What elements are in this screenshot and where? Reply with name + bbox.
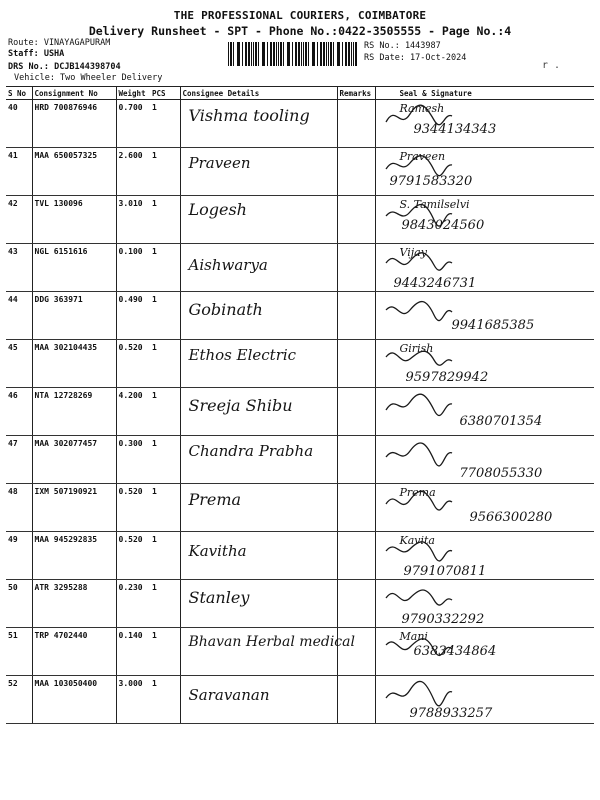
cell-sno: 44	[6, 292, 32, 340]
cell-sno: 52	[6, 676, 32, 724]
table-row	[6, 436, 594, 484]
cell-pcs: 1	[150, 148, 180, 196]
cell-signature	[375, 292, 594, 340]
signature-name: Kavita	[399, 534, 435, 547]
cell-sno: 48	[6, 484, 32, 532]
signature-phone: 6383434864	[413, 644, 497, 659]
rs-number: RS No.: 1443987	[364, 41, 441, 51]
table-row	[6, 340, 594, 388]
cell-remarks	[337, 388, 375, 436]
cell-sno: 40	[6, 100, 32, 148]
signature-phone: 9566300280	[469, 510, 553, 525]
cell-pcs: 1	[150, 436, 180, 484]
consignee-handwriting: Bhavan Herbal medical	[188, 634, 355, 650]
signature-block	[382, 630, 582, 674]
cell-weight: 0.490	[116, 292, 150, 340]
cell-remarks	[337, 196, 375, 244]
cell-pcs: 1	[150, 100, 180, 148]
cell-consignment-no: IXM 507190921	[32, 484, 116, 532]
cell-weight: 0.300	[116, 436, 150, 484]
rs-date: RS Date: 17-Oct-2024	[364, 53, 467, 63]
col-consignment-header: Consignment No	[32, 87, 116, 100]
runsheet-table	[6, 86, 594, 724]
cell-consignee	[180, 628, 355, 676]
signature-name: Praveen	[399, 150, 446, 163]
cell-signature	[375, 148, 594, 196]
signature-phone: 9443246731	[393, 276, 477, 291]
cell-remarks	[337, 292, 375, 340]
cell-pcs: 1	[150, 244, 180, 292]
cell-sno: 45	[6, 340, 32, 388]
route-label: Route: VINAYAGAPURAM	[8, 38, 111, 48]
cell-pcs: 1	[150, 292, 180, 340]
signature-block	[382, 534, 582, 578]
cell-consignee	[180, 676, 337, 724]
table-row	[6, 196, 594, 244]
signature-name: Vijay	[399, 246, 427, 259]
cell-consignee	[180, 292, 337, 340]
signature-phone: 9791583320	[389, 174, 473, 189]
consignee-handwriting: Logesh	[188, 200, 247, 219]
cell-signature	[375, 388, 594, 436]
signature-name: Prema	[399, 486, 436, 499]
cell-consignment-no: ATR 3295288	[32, 580, 116, 628]
cell-signature	[375, 340, 594, 388]
cell-remarks	[337, 676, 375, 724]
cell-signature	[375, 532, 594, 580]
table-row	[6, 292, 594, 340]
signature-scribble	[382, 390, 462, 420]
cell-sno: 43	[6, 244, 32, 292]
signature-phone: 9790332292	[401, 612, 485, 627]
cell-consignee	[180, 532, 337, 580]
company-name: THE PROFESSIONAL COURIERS, COIMBATORE	[173, 9, 427, 22]
signature-block	[382, 486, 582, 530]
cell-consignment-no: MAA 945292835	[32, 532, 116, 580]
signature-name: Ramesh	[399, 102, 445, 115]
cell-consignment-no: HRD 700876946	[32, 100, 116, 148]
cell-signature	[375, 436, 594, 484]
cell-signature	[375, 100, 594, 148]
signature-block	[382, 582, 582, 626]
cell-weight: 0.140	[116, 628, 150, 676]
signature-block	[382, 198, 582, 242]
signature-scribble	[382, 678, 462, 708]
cell-signature	[375, 484, 594, 532]
cell-remarks	[337, 436, 375, 484]
cell-weight: 4.200	[116, 388, 150, 436]
signature-phone: 7708055330	[459, 466, 543, 481]
consignee-handwriting: Chandra Prabha	[188, 442, 314, 460]
runsheet-title: Delivery Runsheet - SPT - Phone No.:0422-3505555 - Page No.:4	[88, 24, 512, 38]
cell-consignment-no: MAA 302077457	[32, 436, 116, 484]
cell-remarks	[337, 628, 375, 676]
col-pcs-header: PCS	[150, 87, 180, 100]
cell-pcs: 1	[150, 532, 180, 580]
consignee-handwriting: Kavitha	[188, 542, 247, 560]
cell-pcs: 1	[150, 628, 180, 676]
cell-pcs: 1	[150, 580, 180, 628]
cell-consignment-no: DDG 363971	[32, 292, 116, 340]
table-row	[6, 388, 594, 436]
cell-consignee	[180, 484, 337, 532]
cell-consignment-no: NTA 12728269	[32, 388, 116, 436]
cell-signature	[375, 580, 594, 628]
signature-phone: 9344134343	[413, 122, 497, 137]
cell-sno: 49	[6, 532, 32, 580]
cell-remarks	[337, 244, 375, 292]
cell-sno: 41	[6, 148, 32, 196]
cell-sno: 46	[6, 388, 32, 436]
staff-label: Staff: USHA	[8, 49, 65, 59]
signature-phone: 6380701354	[459, 414, 543, 429]
col-signature-header: Seal & Signature	[375, 87, 594, 100]
barcode	[228, 42, 358, 66]
consignee-handwriting: Aishwarya	[188, 256, 268, 274]
signature-phone: 9791070811	[403, 564, 487, 579]
table-row	[6, 532, 594, 580]
cell-pcs: 1	[150, 388, 180, 436]
table-row	[6, 148, 594, 196]
cell-weight: 0.520	[116, 532, 150, 580]
consignee-handwriting: Praveen	[188, 154, 251, 172]
consignee-handwriting: Prema	[188, 490, 242, 509]
cell-consignment-no: MAA 650057325	[32, 148, 116, 196]
drs-number	[8, 62, 121, 72]
cell-remarks	[337, 484, 375, 532]
signature-block	[382, 150, 582, 194]
cell-remarks	[337, 340, 375, 388]
drs-label: DRS No.:	[8, 62, 49, 72]
cell-pcs: 1	[150, 340, 180, 388]
cell-signature	[375, 196, 594, 244]
signature-scribble	[382, 438, 462, 468]
signature-block	[382, 246, 582, 290]
cell-weight: 0.230	[116, 580, 150, 628]
signature-phone: 9788933257	[409, 706, 493, 721]
cell-pcs: 1	[150, 484, 180, 532]
cell-consignment-no: MAA 103050400	[32, 676, 116, 724]
col-sno-header: S No	[6, 87, 32, 100]
signature-name: Girish	[399, 342, 434, 355]
cell-consignment-no: NGL 6151616	[32, 244, 116, 292]
table-row	[6, 100, 594, 148]
cell-remarks	[337, 580, 375, 628]
cell-signature	[375, 244, 594, 292]
table-row	[6, 676, 594, 724]
col-weight-header: Weight	[116, 87, 150, 100]
cell-consignee	[180, 100, 337, 148]
cell-consignee	[180, 148, 337, 196]
consignee-handwriting: Gobinath	[188, 300, 263, 319]
cell-consignee	[180, 580, 337, 628]
cell-sno: 42	[6, 196, 32, 244]
cell-pcs: 1	[150, 676, 180, 724]
cell-weight: 2.600	[116, 148, 150, 196]
cell-sno: 51	[6, 628, 32, 676]
cell-remarks	[337, 532, 375, 580]
cell-consignee	[180, 388, 337, 436]
table-row	[6, 628, 594, 676]
cell-weight: 3.010	[116, 196, 150, 244]
signature-block	[382, 438, 582, 482]
signature-phone: 9843024560	[401, 218, 485, 233]
consignee-handwriting: Sreeja Shibu	[188, 396, 293, 415]
cell-sno: 47	[6, 436, 32, 484]
cell-weight: 0.520	[116, 484, 150, 532]
signature-block	[382, 294, 582, 338]
cell-weight: 3.000	[116, 676, 150, 724]
signature-scribble	[382, 582, 462, 612]
cell-weight: 0.520	[116, 340, 150, 388]
signature-block	[382, 390, 582, 434]
cell-consignment-no: TRP 4702440	[32, 628, 116, 676]
cell-consignee	[180, 244, 337, 292]
signature-phone: 9941685385	[451, 318, 535, 333]
signature-block	[382, 342, 582, 386]
col-consignee-header: Consignee Details	[180, 87, 337, 100]
table-header-row	[6, 87, 594, 100]
cell-remarks	[337, 148, 375, 196]
signature-phone: 9597829942	[405, 370, 489, 385]
consignee-handwriting: Vishma tooling	[188, 106, 310, 125]
table-row	[6, 244, 594, 292]
signature-name: S. Tamilselvi	[399, 198, 470, 211]
consignee-handwriting: Saravanan	[188, 686, 270, 704]
cell-consignment-no: MAA 302104435	[32, 340, 116, 388]
cell-consignee	[180, 436, 337, 484]
signature-block	[382, 678, 582, 722]
vehicle-label: Vehicle: Two Wheeler Delivery	[14, 73, 163, 83]
consignee-handwriting: Ethos Electric	[188, 346, 297, 364]
cell-weight: 0.100	[116, 244, 150, 292]
cell-weight: 0.700	[116, 100, 150, 148]
cell-consignee	[180, 340, 337, 388]
col-remarks-header: Remarks	[337, 87, 375, 100]
consignee-handwriting: Stanley	[188, 588, 250, 607]
cell-consignee	[180, 196, 337, 244]
cell-signature	[375, 676, 594, 724]
cell-remarks	[337, 100, 375, 148]
signature-block	[382, 102, 582, 146]
cell-consignment-no: TVL 130096	[32, 196, 116, 244]
scan-mark: r .	[542, 60, 561, 71]
cell-sno: 50	[6, 580, 32, 628]
table-row	[6, 580, 594, 628]
cell-signature	[375, 628, 594, 676]
drs-value: DCJB144398704	[54, 62, 121, 72]
signature-scribble	[382, 294, 462, 324]
signature-name: Mani	[399, 630, 428, 643]
cell-pcs: 1	[150, 196, 180, 244]
table-row	[6, 484, 594, 532]
